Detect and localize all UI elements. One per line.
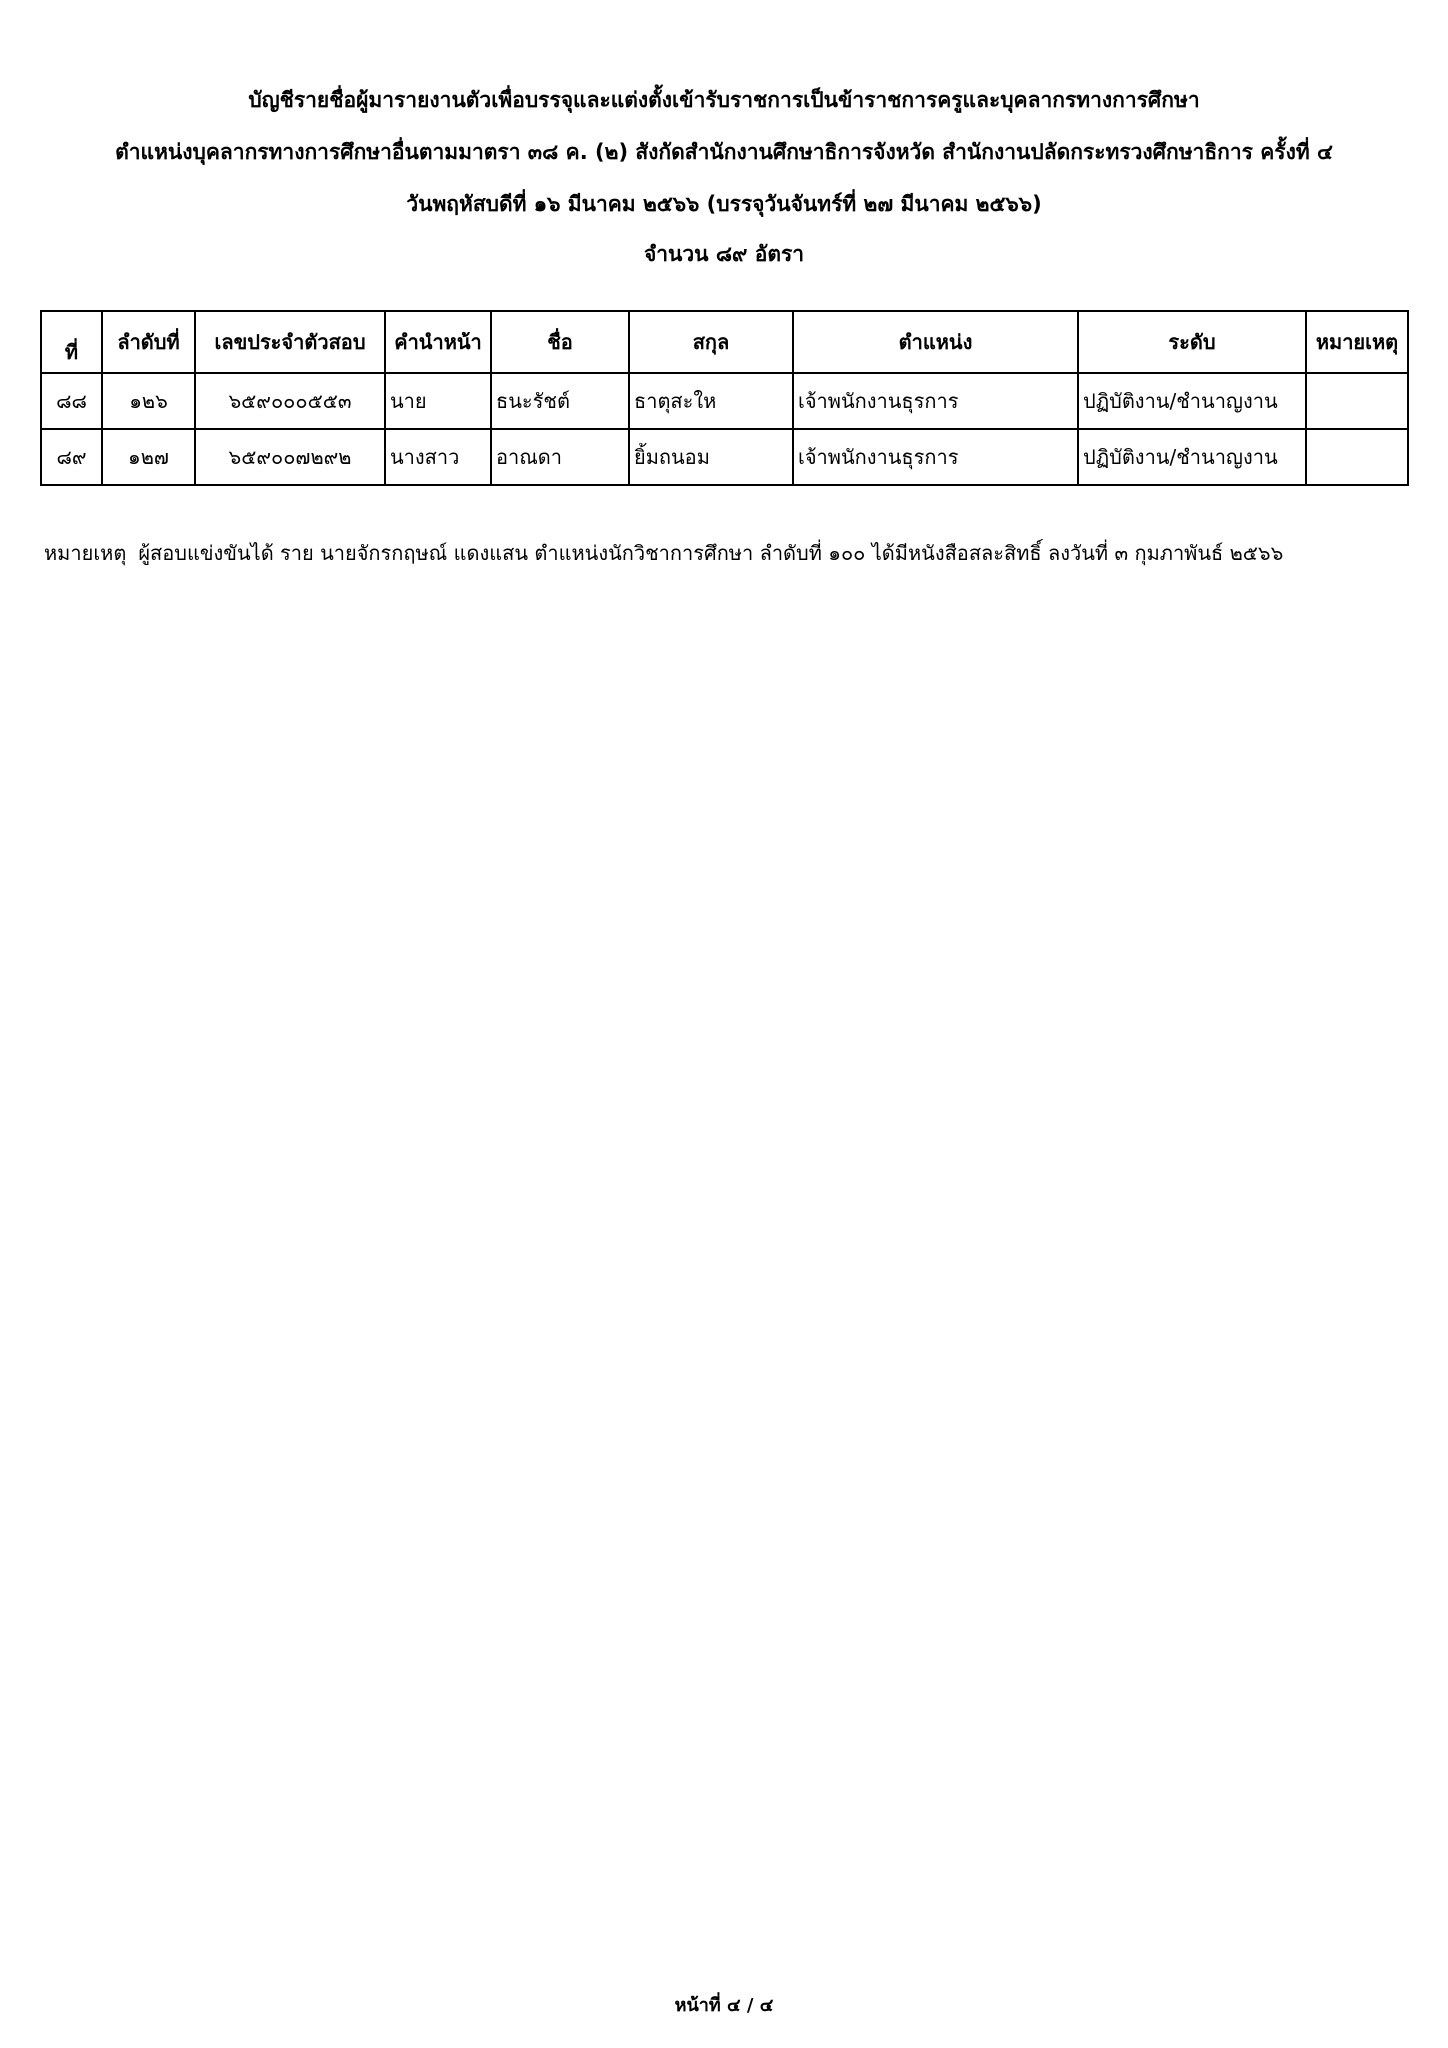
- table-header-row: [41, 311, 1408, 373]
- roster-table: [40, 310, 1409, 486]
- column-header-no: ที่: [41, 311, 102, 373]
- column-header-level: ระดับ: [1078, 311, 1306, 373]
- column-header-rank: ลำดับที่: [102, 311, 195, 373]
- cell-exam-id: ๖๕๙๐๐๗๒๙๒: [195, 429, 385, 485]
- column-header-first-name: ชื่อ: [491, 311, 629, 373]
- cell-first-name: อาณดา: [491, 429, 629, 485]
- header-title-line-1: บัญชีรายชื่อผู้มารายงานตัวเพื่อบรรจุและแต่งตั้งเข้ารับราชการเป็นข้าราชการครูและบุคลากรทางการศึกษา: [248, 88, 1200, 112]
- cell-note: [1306, 373, 1408, 429]
- cell-no: ๘๘: [41, 373, 102, 429]
- table-row: [41, 429, 1408, 485]
- cell-position: เจ้าพนักงานธุรการ: [793, 373, 1078, 429]
- remark-note: [44, 537, 1283, 569]
- cell-level: ปฏิบัติงาน/ชำนาญงาน: [1078, 373, 1306, 429]
- remark-text: ผู้สอบแข่งขันได้ ราย นายจักรกฤษณ์ แดงแสน ตำแหน่งนักวิชาการศึกษา ลำดับที่ ๑๐๐ ได้มีหนังสือสละสิทธิ์ ลงวันที่ ๓ กุมภาพันธ์ ๒๕๖๖: [138, 541, 1284, 565]
- header-date-line: วันพฤหัสบดีที่ ๑๖ มีนาคม ๒๕๖๖ (บรรจุวันจันทร์ที่ ๒๗ มีนาคม ๒๕๖๖): [406, 192, 1042, 216]
- column-header-last-name: สกุล: [629, 311, 793, 373]
- remark-label: หมายเหตุ: [44, 541, 127, 565]
- cell-prefix: นาย: [385, 373, 491, 429]
- cell-rank: ๑๒๖: [102, 373, 195, 429]
- cell-last-name: ยิ้มถนอม: [629, 429, 793, 485]
- column-header-position: ตำแหน่ง: [793, 311, 1078, 373]
- table-row: [41, 373, 1408, 429]
- header-count-line: จำนวน ๘๙ อัตรา: [643, 242, 805, 266]
- page-number: หน้าที่ ๔ / ๔: [674, 1995, 774, 2016]
- cell-exam-id: ๖๕๙๐๐๐๕๕๓: [195, 373, 385, 429]
- cell-no: ๘๙: [41, 429, 102, 485]
- cell-level: ปฏิบัติงาน/ชำนาญงาน: [1078, 429, 1306, 485]
- cell-rank: ๑๒๗: [102, 429, 195, 485]
- column-header-prefix: คำนำหน้า: [385, 311, 491, 373]
- cell-note: [1306, 429, 1408, 485]
- column-header-exam-id: เลขประจำตัวสอบ: [195, 311, 385, 373]
- cell-first-name: ธนะรัชต์: [491, 373, 629, 429]
- cell-position: เจ้าพนักงานธุรการ: [793, 429, 1078, 485]
- header-title-line-2: ตำแหน่งบุคลากรทางการศึกษาอื่นตามมาตรา ๓๘ ค. (๒) สังกัดสำนักงานศึกษาธิการจังหวัด สำนักงานปลัดกระทรวงศึกษาธิการ ครั้งที่ ๔: [115, 140, 1333, 164]
- column-header-note: หมายเหตุ: [1306, 311, 1408, 373]
- cell-prefix: นางสาว: [385, 429, 491, 485]
- cell-last-name: ธาตุสะให: [629, 373, 793, 429]
